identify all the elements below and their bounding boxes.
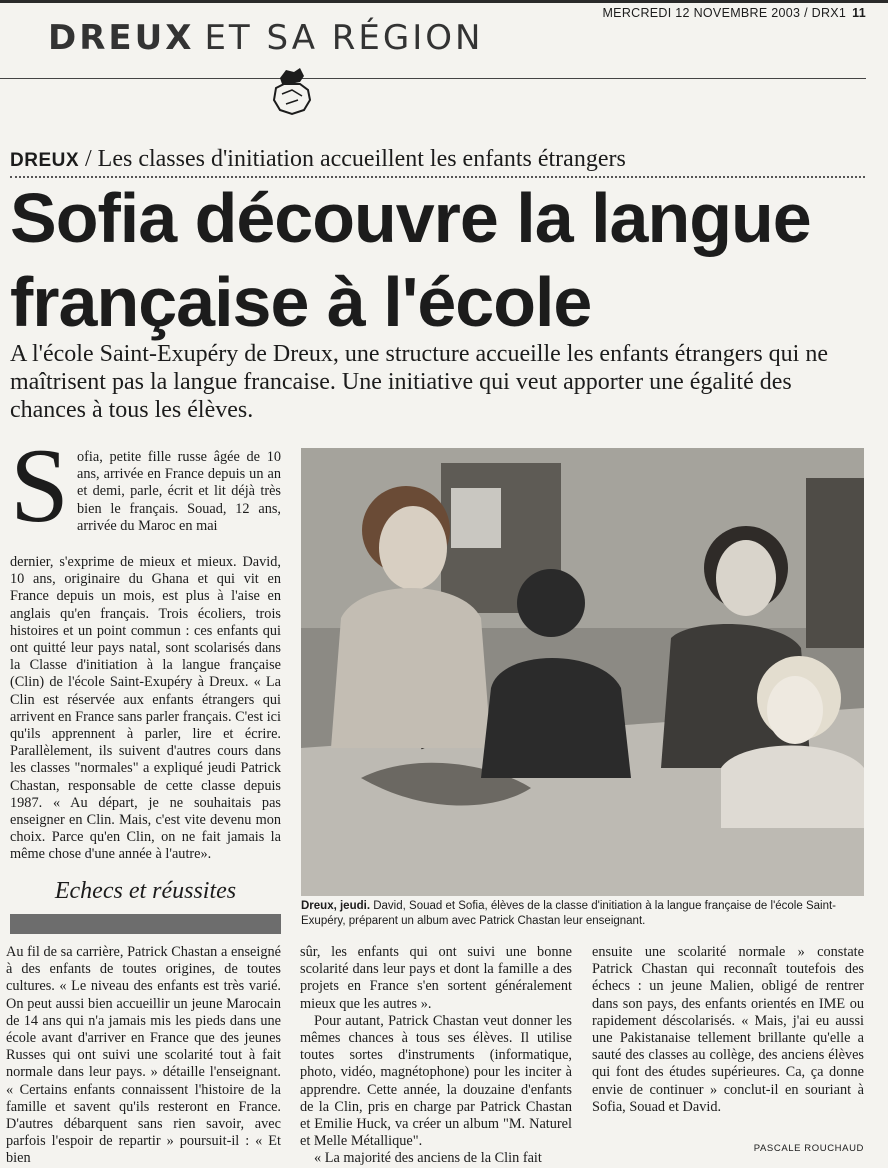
column-3: ensuite une scolarité normale » constate Patrick Chastan qui reconnaît toutefois des échecs : un jeune Malien, obligé de rentrer dans son pays, des enfants orientés en IME ou rapidement déscolarisés. « Mais, j'ai eu aussi une Pakistanaise tellement brillante qu'elle a sauté des classes au collège, des anciens élèves qui font des études supérieures. Ca, ça donne envie de continuer » conclut-il en souriant à Sofia, Souad et David. <box>592 944 864 1115</box>
caption-text: David, Souad et Sofia, élèves de la classe d'initiation à la langue française de l'école Saint-Exupéry, préparent un album avec Patrick Chastan leur enseignant. <box>301 900 836 927</box>
drop-cap: S <box>10 427 69 544</box>
photo-caption <box>301 899 864 929</box>
subheading: Echecs et réussites <box>54 878 237 904</box>
lead-paragraph-bottom: dernier, s'exprime de mieux et mieux. David, 10 ans, originaire du Ghana et qui vit en France depuis un mois, est plus à l'aise en anglais qu'en français. Trois écoliers, trois histoires et un point commun : ces enfants qui ont quitté leur pays natal, sont scolarisés dans la Classe d'initiation à la langue française (Clin) de l'école Saint-Exupéry à Dreux. « La Clin est réservée aux enfants étrangers qui arrivent en France sans parler français. C'est ici qu'ils apprennent à parler, lire et écrire. Parallèlement, ils suivent d'autres cours dans les classes "normales" a expliqué jeudi Patrick Chastan, responsable de cette classe depuis 1987. « Au départ, je ne souhaitais pas enseigner en Clin. Mais, c'est vite devenu mon choix. Parce qu'en Clin, on ne fait jamais la même chose d'une année à l'autre». <box>10 554 281 863</box>
kicker <box>10 146 626 173</box>
caption-lead: Dreux, jeudi. <box>301 900 371 912</box>
section-header <box>48 18 483 58</box>
byline: PASCALE ROUCHAUD <box>753 1143 864 1154</box>
lead-paragraph-top: ofia, petite fille russe âgée de 10 ans, arrivée en France depuis un an et demi, parle, écrit et lit déjà très bien le français. Souad, 12 ans, arrivée du Maroc en mai <box>77 449 281 534</box>
top-rule <box>0 0 888 3</box>
date-text: MERCREDI 12 NOVEMBRE 2003 / DRX1 <box>602 6 847 20</box>
column-2 <box>300 944 572 1168</box>
article-photo <box>301 448 864 896</box>
standfirst: A l'école Saint-Exupéry de Dreux, une structure accueille les enfants étrangers qui ne maîtrisent pas la langue francaise. Une initiative qui veut apporter une égalité des chances à tous les élèves. <box>10 341 829 423</box>
column-1: Au fil de sa carrière, Patrick Chastan a enseigné à des enfants de toutes origines, de toutes cultures. « Le niveau des enfants est très varié. On peut aussi bien accueillir un jeune Marocain de 14 ans qui n'a jamais mis les pieds dans une école avant d'arriver en France que des jeunes Russes qui ont suivi une scolarité tout à fait normale dans leur pays. » détaille l'enseignant. « Certains enfants connaissent l'histoire de la famille et savent qu'ils resteront en France. D'autres débarquent sans rien savoir, avec parfois l'espoir de repartir » poursuit-il : « Et bien <box>6 944 281 1167</box>
region-map-icon <box>270 64 314 116</box>
column-2-para-1: sûr, les enfants qui ont suivi une bonne scolarité dans leur pays et dont la famille a des projets en France s'en sortent généralement mieux que les autres ». <box>300 944 572 1012</box>
subheading-bar <box>10 914 281 934</box>
section-subname: ET SA RÉGION <box>204 18 484 58</box>
page-number: 11 <box>852 6 866 20</box>
kicker-text: / Les classes d'initiation accueillent les enfants étrangers <box>85 146 626 172</box>
dateline <box>602 6 866 20</box>
headline: Sofia découvre la langue française à l'école <box>10 179 811 341</box>
column-2-para-2: Pour autant, Patrick Chastan veut donner les mêmes chances à tous ses élèves. Il utilise toutes sortes d'instruments (informatique, photo, vidéo, magnétophone) pour les inciter à apprendre. Cette année, la douzaine d'enfants de la Clin, pris en charge par Patrick Chastan et Emilie Huck, va créer un album "M. Naturel et Melle Métallique". <box>300 1012 572 1150</box>
section-rule <box>0 78 866 79</box>
section-name: DREUX <box>48 18 195 58</box>
kicker-place: DREUX <box>10 150 80 171</box>
column-2-para-3: « La majorité des anciens de la Clin fait <box>314 1150 542 1167</box>
